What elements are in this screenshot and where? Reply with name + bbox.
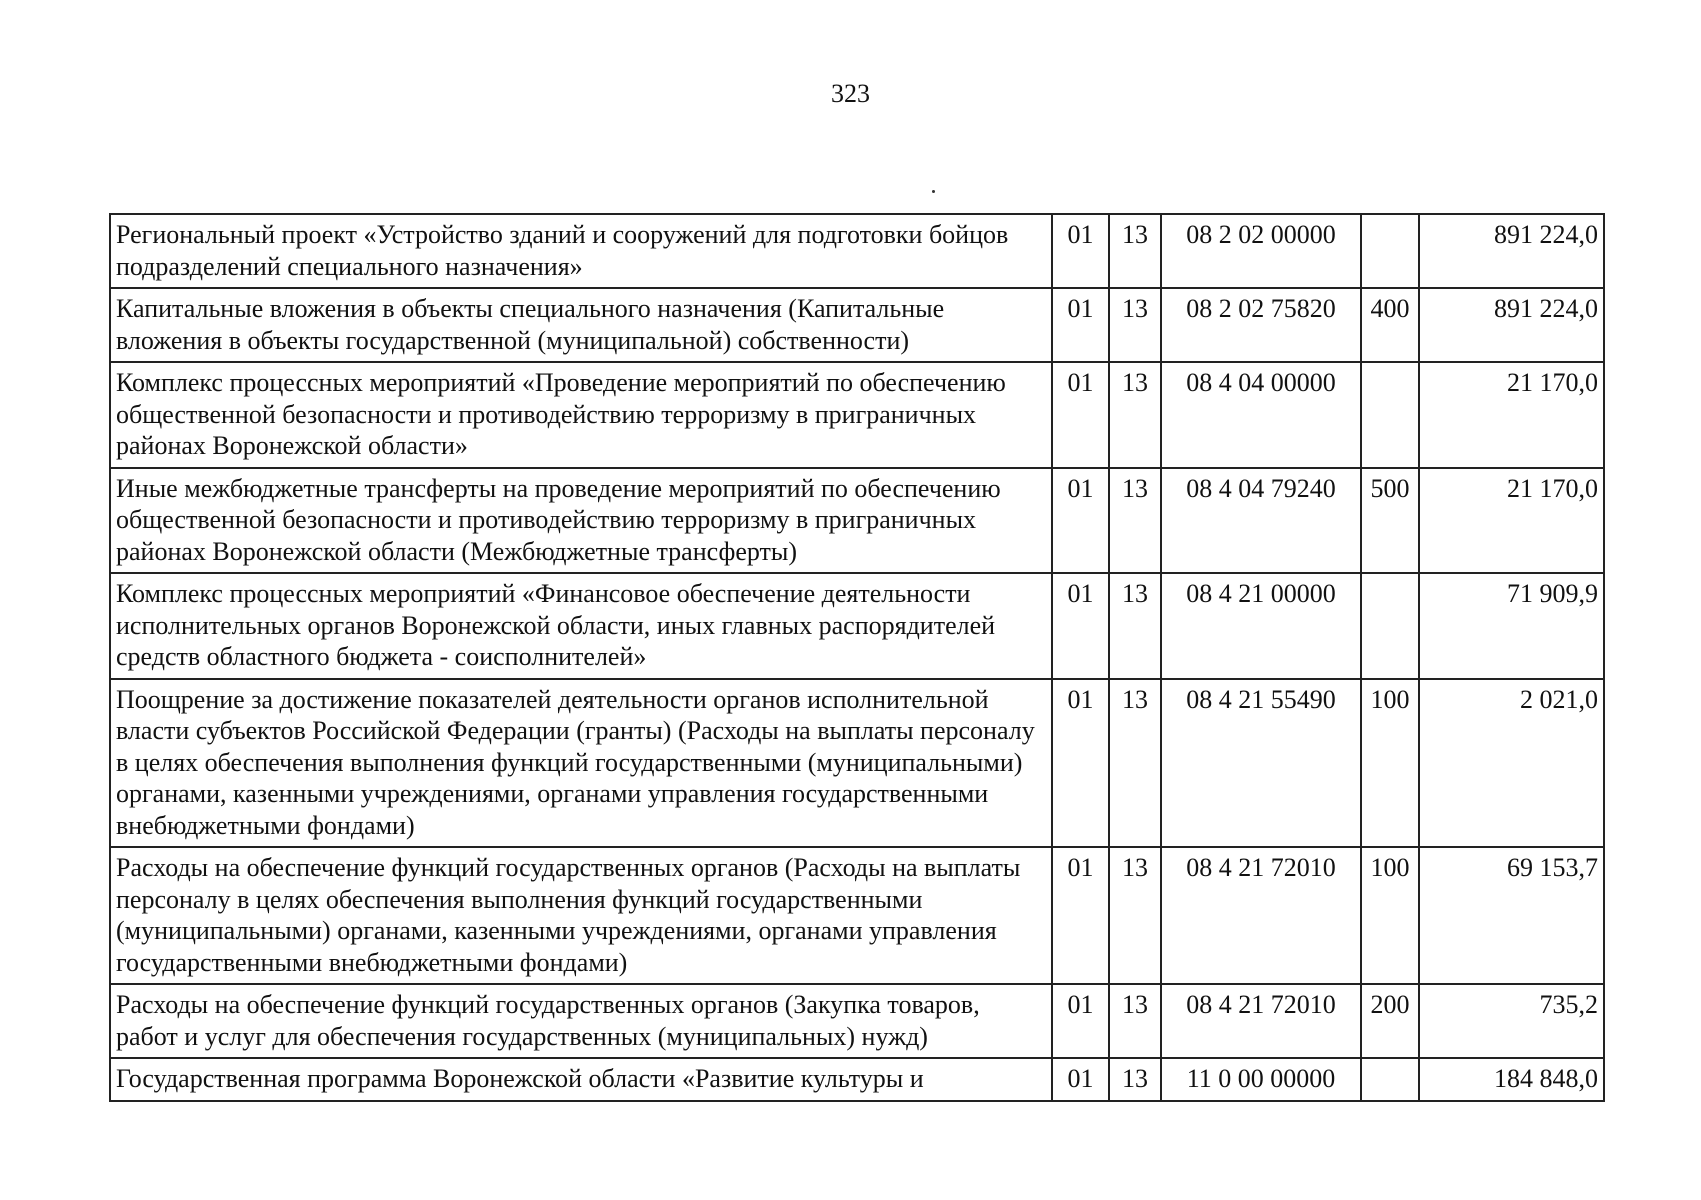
table-row — [110, 847, 1604, 984]
row-subsection: 13 — [1109, 984, 1161, 1058]
row-section: 01 — [1052, 984, 1109, 1058]
row-amount: 21 170,0 — [1419, 362, 1604, 468]
table-row — [110, 573, 1604, 679]
row-target-article: 08 4 21 72010 — [1161, 984, 1361, 1058]
row-name: Расходы на обеспечение функций государственных органов (Закупка товаров, работ и услуг для обеспечения государственных (муниципальных) нужд) — [110, 984, 1052, 1058]
row-section: 01 — [1052, 288, 1109, 362]
row-target-article: 08 2 02 00000 — [1161, 214, 1361, 288]
row-subsection: 13 — [1109, 468, 1161, 574]
row-subsection: 13 — [1109, 847, 1161, 984]
row-name: Комплекс процессных мероприятий «Проведение мероприятий по обеспечению общественной безопасности и противодействию терроризму в приграничных районах Воронежской области» — [110, 362, 1052, 468]
row-section: 01 — [1052, 573, 1109, 679]
row-name: Региональный проект «Устройство зданий и сооружений для подготовки бойцов подразделений специального назначения» — [110, 214, 1052, 288]
table-row — [110, 468, 1604, 574]
row-amount: 891 224,0 — [1419, 288, 1604, 362]
table-row — [110, 984, 1604, 1058]
row-expense-type: 400 — [1361, 288, 1419, 362]
row-target-article: 08 2 02 75820 — [1161, 288, 1361, 362]
table-row — [110, 362, 1604, 468]
row-name: Капитальные вложения в объекты специального назначения (Капитальные вложения в объекты государственной (муниципальной) собственности) — [110, 288, 1052, 362]
row-target-article: 08 4 21 72010 — [1161, 847, 1361, 984]
table-row — [110, 1058, 1604, 1101]
row-subsection: 13 — [1109, 288, 1161, 362]
row-target-article: 08 4 21 00000 — [1161, 573, 1361, 679]
row-amount: 2 021,0 — [1419, 679, 1604, 848]
row-expense-type: 200 — [1361, 984, 1419, 1058]
row-amount: 184 848,0 — [1419, 1058, 1604, 1101]
row-section: 01 — [1052, 1058, 1109, 1101]
row-name: Поощрение за достижение показателей деятельности органов исполнительной власти субъектов Российской Федерации (гранты) (Расходы на выплаты персоналу в целях обеспечения выполнения функций государственными (муниципальными) органами, казенными учреждениями, органами управления государственными внебюджетными фондами) — [110, 679, 1052, 848]
row-target-article: 11 0 00 00000 — [1161, 1058, 1361, 1101]
row-subsection: 13 — [1109, 362, 1161, 468]
page-number: 323 — [831, 79, 870, 108]
row-amount: 735,2 — [1419, 984, 1604, 1058]
row-name: Государственная программа Воронежской области «Развитие культуры и — [110, 1058, 1052, 1101]
row-expense-type — [1361, 573, 1419, 679]
row-subsection: 13 — [1109, 1058, 1161, 1101]
row-amount: 891 224,0 — [1419, 214, 1604, 288]
table-row — [110, 288, 1604, 362]
row-amount: 21 170,0 — [1419, 468, 1604, 574]
row-section: 01 — [1052, 847, 1109, 984]
row-target-article: 08 4 04 00000 — [1161, 362, 1361, 468]
row-section: 01 — [1052, 214, 1109, 288]
row-target-article: 08 4 21 55490 — [1161, 679, 1361, 848]
table-row — [110, 679, 1604, 848]
row-subsection: 13 — [1109, 679, 1161, 848]
row-expense-type: 100 — [1361, 847, 1419, 984]
row-expense-type — [1361, 362, 1419, 468]
table-row — [110, 214, 1604, 288]
row-expense-type: 500 — [1361, 468, 1419, 574]
row-name: Комплекс процессных мероприятий «Финансовое обеспечение деятельности исполнительных органов Воронежской области, иных главных распорядителей средств областного бюджета - соисполнителей» — [110, 573, 1052, 679]
row-amount: 69 153,7 — [1419, 847, 1604, 984]
row-expense-type — [1361, 1058, 1419, 1101]
row-section: 01 — [1052, 679, 1109, 848]
row-subsection: 13 — [1109, 573, 1161, 679]
row-name: Расходы на обеспечение функций государственных органов (Расходы на выплаты персоналу в целях обеспечения выполнения функций государственными (муниципальными) органами, казенными учреждениями, органами управления государственными внебюджетными фондами) — [110, 847, 1052, 984]
row-target-article: 08 4 04 79240 — [1161, 468, 1361, 574]
row-expense-type: 100 — [1361, 679, 1419, 848]
scan-speck — [932, 190, 935, 193]
row-subsection: 13 — [1109, 214, 1161, 288]
row-section: 01 — [1052, 362, 1109, 468]
row-section: 01 — [1052, 468, 1109, 574]
row-name: Иные межбюджетные трансферты на проведение мероприятий по обеспечению общественной безопасности и противодействию терроризму в приграничных районах Воронежской области (Межбюджетные трансферты) — [110, 468, 1052, 574]
row-amount: 71 909,9 — [1419, 573, 1604, 679]
row-expense-type — [1361, 214, 1419, 288]
budget-table — [109, 213, 1605, 1102]
